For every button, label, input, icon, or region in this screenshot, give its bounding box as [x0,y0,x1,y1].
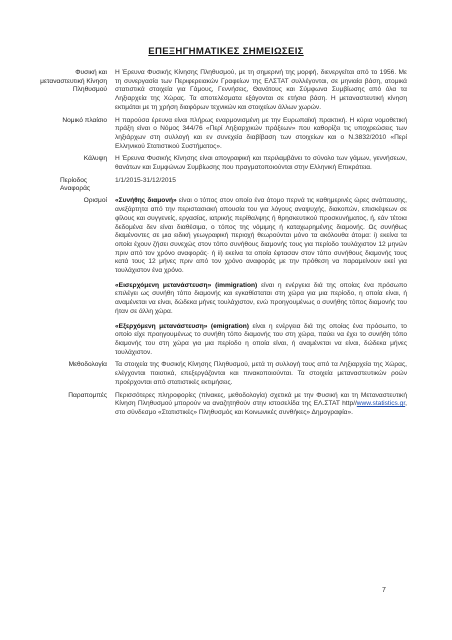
section-label: Κάλυψη [83,155,107,163]
section-body [115,197,407,357]
definition-term: «Συνήθης διαμονή» [115,197,177,205]
definition-text: είναι ο τόπος στον οποίο ένα άτομο περνά τις καθημερινές ώρες ανάπαυσης, ανεξάρτητα από την περιστασιακή απουσία του για λόγους αναψυχής, διακοπών, επισκέψεων σε φίλους και συγγενείς, εργασίας, ιατρικής περίθαλψης ή θρησκευτικού προσκυνήματος, ή, εάν τέτοια δεδομένα δεν είναι διαθέσιμα, ο τόπος της νόμιμης ή καταχωρημένης διαμονής. Ως συνήθως διαμένοντες σε μια ειδική γεωγραφική περιοχή θεωρούνται μόνο τα ακόλουθα άτομα: i) εκείνα τα οποία έχουν ζήσει συνεχώς στον τόπο συνήθους διαμονής τους για περίοδο τουλάχιστον 12 μηνών πριν από τον χρόνο αναφοράς· ή ii) εκείνα τα οποία έφτασαν στον τόπο συνήθους διαμονής τους κατά τους 12 μήνες πριν από τον χρόνο αναφοράς με την πρόθεση να παραμείνουν εκεί για τουλάχιστον ένα χρόνο. [115,197,407,275]
definition-text: είναι η ενέργεια διά της οποίας ένα πρόσωπο επιλέγει ως συνήθη τόπο διαμονής και εγκαθίσταται στη χώρα για μια περίοδο, η οποία είναι, ή αναμένεται να είναι, δώδεκα μήνες τουλάχιστον, ενώ προηγουμένως ο συνήθης τόπος διαμονής του ήταν σε άλλη χώρα. [115,281,407,315]
references-text: Περισσότερες πληροφορίες (πίνακες, μεθοδολογία) σχετικά με την Φυσική και τη Μεταναστευτική Κίνηση Πληθυσμού μπορούν να αναζητηθούν στην ιστοσελίδα της ΕΛ.ΣΤΑΤ http// [115,391,407,408]
statistics-link[interactable]: www.statistics.gr [356,400,406,408]
section-label: Νομικό πλαίσιο [62,116,107,124]
section-text: Η Έρευνα Φυσικής Κίνησης Πληθυσμού, με τη σημερινή της μορφή, διενεργείται από το 1956. Με τη συνεργασία των Περιφερειακών Γραφείων της ΕΛΣΤΑΤ συλλέγονται, σε μηνιαία βάση, ατομικά στατιστικά στοιχεία για Γάμους, Γεννήσεις, Θανάτους και Σύμφωνα Συμβίωσης από όλα τα Ληξιαρχεία της Χώρας. Τα αποτελέσματα εξάγονται σε ετήσια βάση. Η μεταναστευτική κίνηση εκτιμάται με τη χρήση διαφόρων τεχνικών και στοιχείων άλλων χωρών. [115,69,407,111]
section-text: Η παρούσα έρευνα είναι πλήρως εναρμονισμένη με την Ευρωπαϊκή πρακτική. Η κύρια νομοθετική πράξη είναι ο Νόμος 344/76 «Περί Ληξιαρχικών πράξεων» που καθορίζει τις υποχρεώσεις των ληξιάρχων στη συλλογή και εν συνεχεία διαβίβαση των στοιχείων και ο Ν.3832/2010 «Περί Ελληνικού Στατιστικού Συστήματος». [115,116,407,150]
section-coverage [0,155,452,172]
definition-immigration [115,282,407,317]
section-body [115,361,407,387]
page-title: ΕΠΕΞΗΓΗΜΑΤΙΚΕΣ ΣΗΜΕΙΩΣΕΙΣ [148,46,304,57]
section-physical-movement [0,69,452,113]
section-text: Τα στοιχεία της Φυσικής Κίνησης Πληθυσμού, μετά τη συλλογή τους από τα Ληξιαρχεία της Χώρας, ελέγχονται ποιοτικά, επεξεργάζονται και πινακοποιούνται. Τα στοιχεία μεταναστευτικών ροών προέρχονται από στατιστικές εκτιμήσεις. [115,361,407,386]
section-text: Η Έρευνα Φυσικής Κίνησης είναι απογραφική και περιλαμβάνει το σύνολο των γάμων, γεννήσεων, θανάτων και Συμφώνων Συμβίωσης που πραγματοποιούνται στην Ελληνική Επικράτεια. [115,155,407,172]
page-number: 7 [382,587,386,594]
section-body [115,392,407,418]
definition-text: είναι η ενέργεια διά της οποίας ένα πρόσωπο, το οποίο είχε προηγουμένως το συνήθη τόπο διαμονής του στη χώρα, παύει να έχει το συνήθη τόπο διαμονής του στη χώρα για μια περίοδο η οποία είναι, ή αναμένεται να είναι, δώδεκα μήνες τουλάχιστον. [115,322,407,356]
definition-term: «Εξερχόμενη μετανάστευση» (emigration) [115,322,249,330]
section-label: Παραπομπές [68,391,107,399]
section-body [115,177,407,186]
section-body [115,117,407,152]
definition-usual-residence [115,197,407,275]
section-body [115,155,407,172]
section-reference-period [0,177,452,194]
section-label: Φυσική και μεταναστευτική Κίνηση Πληθυσμού [40,69,107,94]
references-text: , στο σύνδεσμο «Στατιστικές» Πληθυσμός και Κοινωνικές συνθήκες» Δημογραφία». [115,400,407,416]
section-label: Μεθοδολογία [68,361,107,369]
section-label: Περίοδος Αναφοράς [60,176,91,193]
section-label: Ορισμοί [83,197,107,205]
section-definitions [0,197,452,357]
explanatory-notes [0,69,452,422]
section-text [115,392,407,418]
section-legal-framework [0,117,452,152]
section-references [0,392,452,418]
section-methodology [0,361,452,387]
section-body [115,69,407,113]
definition-term: «Εισερχόμενη μετανάστευση» (immigration) [115,281,258,289]
definition-emigration [115,323,407,358]
section-text: 1/1/2015-31/12/2015 [115,176,176,184]
